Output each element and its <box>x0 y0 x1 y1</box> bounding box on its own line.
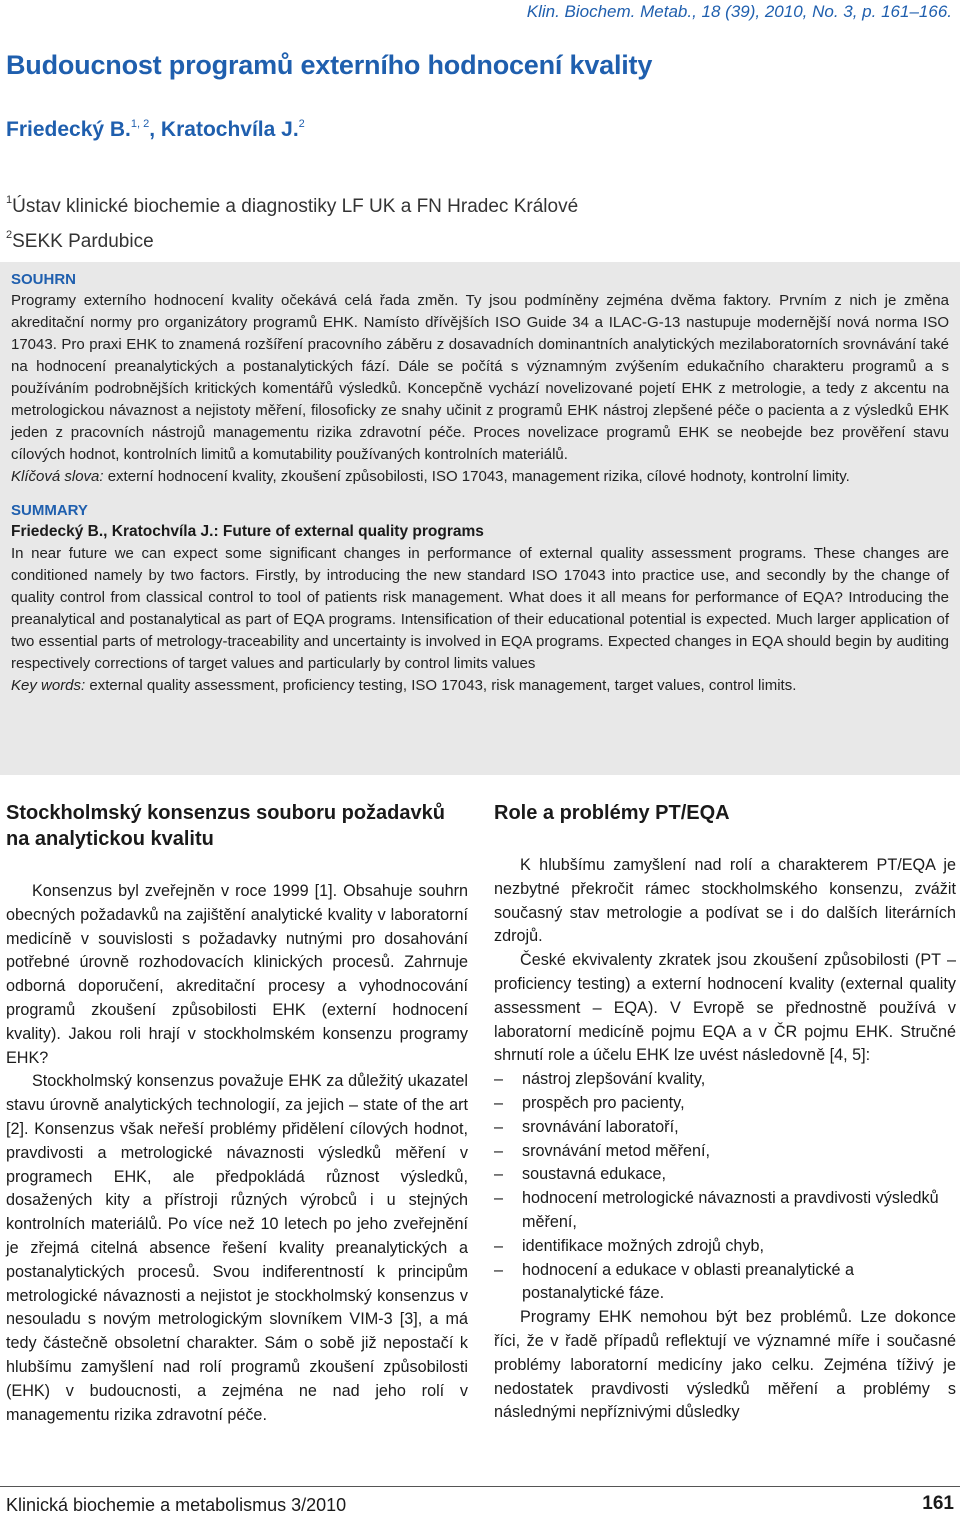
affiliation-1 <box>6 186 578 221</box>
list-item: – srovnávání metod měření, <box>494 1140 956 1164</box>
list-item: – srovnávání laboratoří, <box>494 1116 956 1140</box>
summary-text: In near future we can expect some significant changes in performance of external quality assessment programs. These changes are conditioned namely by two factors. Firstly, by introducing the new standard ISO 17043 into practice use, and secondly by the change of quality control from classical control to tool of patients risk management. What does it all means for performance of EQA? Introducing the preanalytical and postanalytical as part of EQA programs. Intensification of their educational potential is expected. Much larger application of two essential parts of metrology-traceability and uncertainty is involved in EQA programs. Expected changes in EQA should begin by auditing respectively corrections of target values and particularly by control limits values <box>11 545 949 672</box>
right-paragraph-closing: Programy EHK nemohou být bez problémů. Lze dokonce říci, že v řadě případů reflektují ve významné míře i současné problémy laboratorní medicíny jako celku. Zejména tíživý je nedostatek pravdivosti výsledků měření a problémy s následnými nepříznivými důsledky <box>494 1308 956 1422</box>
authors-line <box>6 118 305 142</box>
affiliation-1-text: Ústav klinické biochemie a diagnostiky LF UK a FN Hradec Králové <box>12 196 579 217</box>
summary-authors-title: Friedecký B., Kratochvíla J.: Future of external quality programs <box>11 523 484 540</box>
list-item: – nástroj zlepšování kvality, <box>494 1068 956 1092</box>
summary-keywords <box>11 675 949 697</box>
list-item: – identifikace možných zdrojů chyb, <box>494 1235 956 1259</box>
abstract-box <box>0 262 960 775</box>
right-paragraph-2: České ekvivalenty zkratek jsou zkoušení způsobilosti (PT – proficiency testing) a externí hodnocení kvality (external quality assessment – EQA). V Evropě se přednostně používá v laboratorní medicíně pojmu EQA a v ČR pojmu EHK. Stručné shrnutí role a účelu EHK lze uvést následovně [4, 5]: <box>494 951 956 1065</box>
affiliation-2 <box>6 221 578 256</box>
souhrn-keywords <box>11 466 949 488</box>
right-column <box>494 800 956 1425</box>
souhrn-keywords-text: externí hodnocení kvality, zkoušení způsobilosti, ISO 17043, management rizika, cílové hodnoty, kontrolní limity. <box>103 468 850 485</box>
summary-keywords-text: external quality assessment, proficiency testing, ISO 17043, risk management, target values, control limits. <box>85 677 797 694</box>
author-2-affil-mark: 2 <box>298 118 305 130</box>
right-paragraph-1: K hlubšímu zamyšlení nad rolí a charakterem PT/EQA je nezbytné překročit rámec stockholmského konsenzu, zvážit současný stav metrologie a podívat se i do dalších literárních zdrojů. <box>494 856 956 946</box>
left-section-heading: Stockholmský konsenzus souboru požadavků na analytickou kvalitu <box>6 802 445 850</box>
summary-heading: SUMMARY <box>11 502 88 519</box>
affiliations <box>6 186 578 256</box>
souhrn-text: Programy externího hodnocení kvality očekává celá řada změn. Ty jsou podmíněny zejména dvěma faktory. Prvním z nich je změna akreditační normy pro organizátory programů EHK. Namísto dřívějších ISO Guide 34 a ILAC-G-13 nastupuje modernější nová norma ISO 17043. Pro praxi EHK to znamená rozšíření pracovního záběru z dosavadních dominantních analytických mezilaboratorních srovnávání také na hodnocení preanalytických a postanalytických fází. Dále se počítá s významným zvýšením edukačního charakteru programů a s používáním podrobnějších kritických komentářů výsledků. Koncepčně vychází novelizované pojetí EHK z metrologie, a tedy z akcentu na metrologickou návaznost a nejistoty měření, filosoficky ze snahy učinit z programů EHK nástroj zlepšené péče o pacienta a z výsledků EHK jeden z pracovních nástrojů managementu rizika zdravotní péče. Proces novelizace programů EHK se neobejde bez prověření stavu cílových hodnot, kontrolních limitů a komutability používaných kontrolních materiálů. <box>11 292 949 463</box>
left-paragraph-1: Konsenzus byl zveřejněn v roce 1999 [1]. Obsahuje souhrn obecných požadavků na zajištění analytické kvality v laboratorní medicíně v souvislosti s požadavky nutnými pro dosahování potřebné úrovně rozhodovacích klinických procesů. Zahrnuje odborná doporučení, akreditační procesy a vyhodnocování programů zkoušení způsobilosti EHK (externí hodnocení kvality). Jakou roli hrají v stockholmském konsenzu programy EHK? <box>6 882 468 1067</box>
left-column <box>6 800 468 1427</box>
affiliation-2-mark: 2 <box>6 229 13 241</box>
ehk-role-list <box>494 1068 956 1306</box>
affiliation-1-mark: 1 <box>6 194 13 206</box>
souhrn-heading: SOUHRN <box>11 271 77 288</box>
page-number: 161 <box>922 1493 954 1514</box>
left-paragraph-2: Stockholmský konsenzus považuje EHK za důležitý ukazatel stavu úrovně analytických technologií, za jejich – state of the art [2]. Konsenzus však neřeší problémy přidělení cílových hodnot, pravdivosti a metrologické návaznosti výsledků měření v programech EHK, ale předpokládá různost výsledků, dosažených kity a přístroji různých výrobců i u stejných kontrolních materiálů. Po více než 10 letech po jeho zveřejnění je zřejmá citelná absence řešení kvality preanalytických a postanalytických procesů. Svou indiferentností k principům metrologické návaznosti a nejistot je stockholmský konsenzus v nesouladu s novým metrologickým slovníkem VIM-3 [3], a má tedy částečně obsoletní charakter. Sám o sobě již nepostačí k hlubšímu zamyšlení nad rolí programů zkoušení způsobilosti (EHK) v budoucnosti, a zejména ne nad jeho rolí v managementu rizika zdravotní péče. <box>6 1072 468 1424</box>
souhrn-keywords-label: Klíčová slova: <box>11 468 104 485</box>
author-1: Friedecký B. <box>6 118 131 141</box>
journal-reference: Klin. Biochem. Metab., 18 (39), 2010, No. 3, p. 161–166. <box>526 2 952 21</box>
list-item: – soustavná edukace, <box>494 1163 956 1187</box>
list-item: – hodnocení a edukace v oblasti preanalytické a postanalytické fáze. <box>494 1259 956 1307</box>
list-item: – hodnocení metrologické návaznosti a pravdivosti výsledků měření, <box>494 1187 956 1235</box>
author-2: , Kratochvíla J. <box>149 118 299 141</box>
affiliation-2-text: SEKK Pardubice <box>12 231 154 252</box>
footer-journal: Klinická biochemie a metabolismus 3/2010 <box>6 1495 347 1515</box>
right-section-heading: Role a problémy PT/EQA <box>494 802 730 824</box>
article-title: Budoucnost programů externího hodnocení kvality <box>6 50 653 80</box>
summary-keywords-label: Key words: <box>11 677 86 694</box>
footer-divider <box>0 1486 960 1487</box>
list-item: – prospěch pro pacienty, <box>494 1092 956 1116</box>
author-1-affil-marks: 1, 2 <box>130 118 150 130</box>
